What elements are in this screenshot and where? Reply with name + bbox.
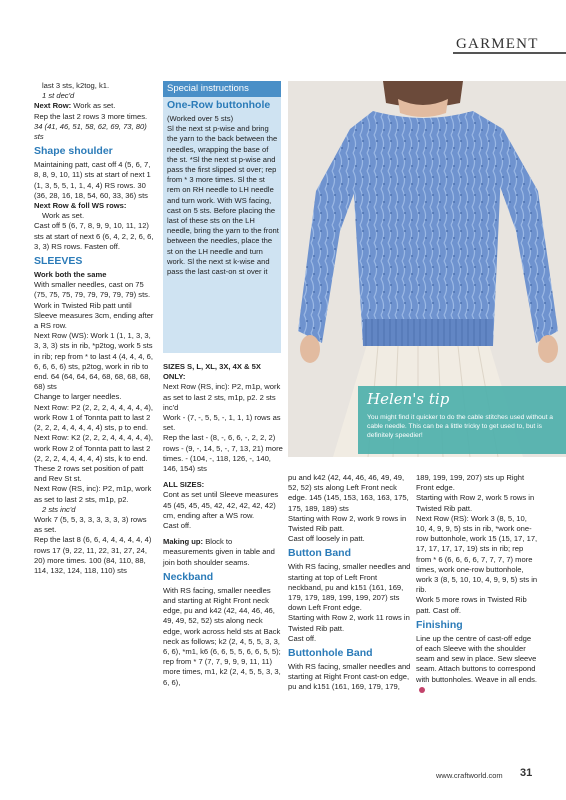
text-line: Work as set.: [42, 211, 85, 221]
text-line: Next Row (RS, inc): P2, m1p, work as set to last 2 sts, m1p, p2. 2 sts inc'd: [163, 382, 281, 412]
text-line: Cast off.: [288, 633, 317, 643]
heading-neckband: Neckband: [163, 570, 214, 583]
text-line: Next Row: K2 (2, 2, 2, 4, 4, 4, 4, 4), work Row 2 of Tonnta patt to last 2 (2, 2, 2, 4, 4, 4, 4, 4) sts, k to end.: [34, 433, 154, 463]
tip-text: You might find it quicker to do the cable stitches used without a cable needle. This can be a little tricky to get used to, but is definitely speedier!: [367, 414, 553, 439]
text-line: 189, 199, 199, 207) sts up Right Front edge.: [416, 473, 525, 493]
heading-sleeves: SLEEVES: [34, 255, 83, 268]
text-line: Rep the last 2 rows 3 more times. 34 (41, 46, 51, 58, 62, 69, 73, 80) sts: [34, 111, 148, 142]
text-line: With smaller needles, cast on 75 (75, 75, 75, 79, 79, 79, 79, 79) sts.: [34, 280, 151, 300]
making-up-text: Block to measurements given in table and join both shoulder seams.: [163, 537, 275, 567]
footer-url: www.craftworld.com: [436, 771, 503, 780]
text-line: Cast off loosely in patt.: [288, 534, 365, 544]
column-1: [34, 81, 156, 576]
column-2: [163, 362, 283, 688]
text-line: [416, 634, 538, 695]
tip-title: Helen's tip: [367, 390, 450, 408]
text-line: Change to larger needles.: [34, 392, 122, 402]
text-line: Work both the same: [34, 270, 107, 280]
text-line: With RS facing, smaller needles and starting at Right Front cast-on edge, pu and k151 (161, 169, 179, 179,: [288, 662, 411, 692]
text-line: Next Row: Work as set.: [34, 101, 116, 111]
text-line: Rep the last - (8, -, 6, 6, -, 2, 2, 2) rows - (9, -, 14, 5, -, 7, 13, 21) more times. - (104, -, 118, 126, -, 140, 146, 154) sts: [163, 433, 283, 474]
text-line: These 2 rows set position of patt and Rev St st.: [34, 463, 144, 484]
text-line: Next Row (WS): Work 1 (1, 1, 3, 3, 3, 3, 3) sts in rib, *p2tog, work 5 sts in rib; rep from * to last 4 (4, 4, 4, 6, 6, 6, 6, 6) sts, p2tog, work in rib to end. 64 (64, 64, 64, 68, 68, 68, 68, 68) sts: [34, 331, 154, 392]
page-number: 31: [520, 767, 533, 779]
finishing-text: Line up the centre of cast-off edge of each Sleeve with the shoulder seam and sew in place. Sew sleeve seam. Attach buttons to correspond with buttonholes. Weave in all ends.: [416, 633, 538, 684]
text-line: Starting with Row 2, work 11 rows in Twisted Rib patt.: [288, 613, 410, 633]
text-line: ALL SIZES:: [163, 480, 205, 490]
text-line: Work - (7, -, 5, 5, -, 1, 1, 1) rows as set.: [163, 413, 281, 433]
text-line: last 3 sts, k2tog, k1.: [42, 81, 110, 90]
text-line: Next Row: P2 (2, 2, 2, 4, 4, 4, 4, 4), work Row 1 of Tonnta patt to last 2 (2, 2, 2, 4, 4, 4, 4, 4) sts, p to end.: [34, 402, 154, 433]
section-label: GARMENT: [456, 36, 539, 52]
heading-finishing: Finishing: [416, 618, 463, 631]
heading-buttonhole-band: Buttonhole Band: [288, 647, 373, 660]
text-line: Cast off.: [163, 521, 192, 531]
heading-button-band: Button Band: [288, 547, 351, 560]
end-dot-icon: [419, 687, 425, 693]
text-line: SIZES S, L, XL, 3X, 4X & 5X ONLY:: [163, 362, 261, 382]
text-line: Maintaining patt, cast off 4 (5, 6, 7, 8, 8, 9, 10, 11) sts at start of next 1 (1, 3, 5, 5, 1, 1, 4, 4) RS rows. 30 (36, 28, 16, 18, 54, 60, 33, 36) sts: [34, 160, 151, 200]
text-line: (Worked over 5 sts): [167, 114, 234, 123]
special-instructions-heading: Special instructions: [163, 81, 281, 97]
text-line: [163, 537, 283, 568]
column-4: [416, 473, 538, 695]
heading-shape-shoulder: Shape shoulder: [34, 145, 113, 158]
header-rule: [453, 52, 566, 54]
text-line: Work 7 (5, 5, 3, 3, 3, 3, 3, 3) rows as set.: [34, 514, 147, 535]
text-line: Cont as set until Sleeve measures 45 (45, 45, 45, 42, 42, 42, 42, 42) cm, ending after a WS row.: [163, 490, 279, 520]
text-line: With RS facing, smaller needles and starting at top of Left Front neckband, pu and k151 (161, 169, 179, 179, 189, 199, 199, 207) sts down Left Front edge.: [288, 562, 411, 613]
text-line: Starting with Row 2, work 9 rows in Twisted Rib patt.: [288, 513, 407, 534]
special-instructions-body: [167, 99, 279, 277]
column-3: [288, 473, 414, 693]
text-line: Next Row (RS, inc): P2, m1p, work as set to last 2 sts, m1p, p2.: [34, 484, 152, 504]
text-line: Rep the last 8 (6, 6, 4, 4, 4, 4, 4, 4) rows 17 (9, 22, 11, 22, 31, 27, 24, 20) more times. 100 (84, 110, 88, 114, 132, 124, 118, 110) sts: [34, 535, 152, 575]
text-line: Work in Twisted Rib patt until Sleeve measures 3cm, ending after a RS row.: [34, 300, 154, 331]
heading-one-row-buttonhole: One-Row buttonhole: [167, 99, 271, 111]
text-line: 1 st dec'd: [42, 91, 75, 101]
text-line: Starting with Row 2, work 5 rows in Twisted Rib patt.: [416, 493, 535, 513]
text-line: Work 5 more rows in Twisted Rib patt. Cast off.: [416, 595, 527, 615]
text-line: pu and k42 (42, 44, 46, 46, 49, 49, 52, 52) sts along Left Front neck edge. 145 (145, 153, 163, 163, 175, 175, 189, 189) sts: [288, 473, 409, 513]
text-line: Next Row (RS): Work 3 (8, 5, 10, 10, 4, 9, 9, 5) sts in rib, *work one-row buttonhole, work 15 (15, 17, 17, 17, 17, 17, 17, 19) sts in rib; rep from * 6 (6, 6, 6, 6, 7, 7, 7, 7) more times, work one-row buttonhole, work 3 (8, 5, 10, 10, 4, 9, 9, 5) sts in rib.: [416, 513, 538, 595]
text-line: Sl the next st p-wise and bring the yarn to the back between the needles, wrapping the base of the st. *Sl the next st p-wise and pass the first slipped st over; rep from * 3 more times. Sl the st rem on RH needle to LH needle and turn work. With WS facing, cast on 5 sts. Before placing the last of these sts on the LH needle, bring the yarn to the front between the needles, place the st on the LH needle and turn work. Sl the next st k-wise and pass the last cast-on st over it: [167, 124, 279, 277]
text-line: With RS facing, smaller needles and starting at Right Front neck edge, pu and k42 (42, 44, 46, 46, 49, 49, 52, 52) sts along neck edge, work across held sts at Back neck as follows; k2 (2, 4, 5, 5, 3, 3, 6, 6), *m1, k6 (6, 6, 5, 5, 6, 6, 5, 5); rep from * 7 (7, 7, 9, 9, 9, 11, 11) more times, m1, k2 (2, 4, 5, 5, 3, 3, 6, 6),: [163, 585, 281, 687]
text-line: Next Row & foll WS rows:: [34, 201, 127, 211]
text-line: Cast off 5 (6, 7, 8, 9, 9, 10, 11, 12) sts at start of next 6 (6, 4, 2, 2, 6, 6, 3, 3) RS rows. Fasten off.: [34, 221, 154, 251]
text-line: 2 sts inc'd: [42, 504, 76, 514]
making-up-label: Making up:: [163, 537, 204, 547]
